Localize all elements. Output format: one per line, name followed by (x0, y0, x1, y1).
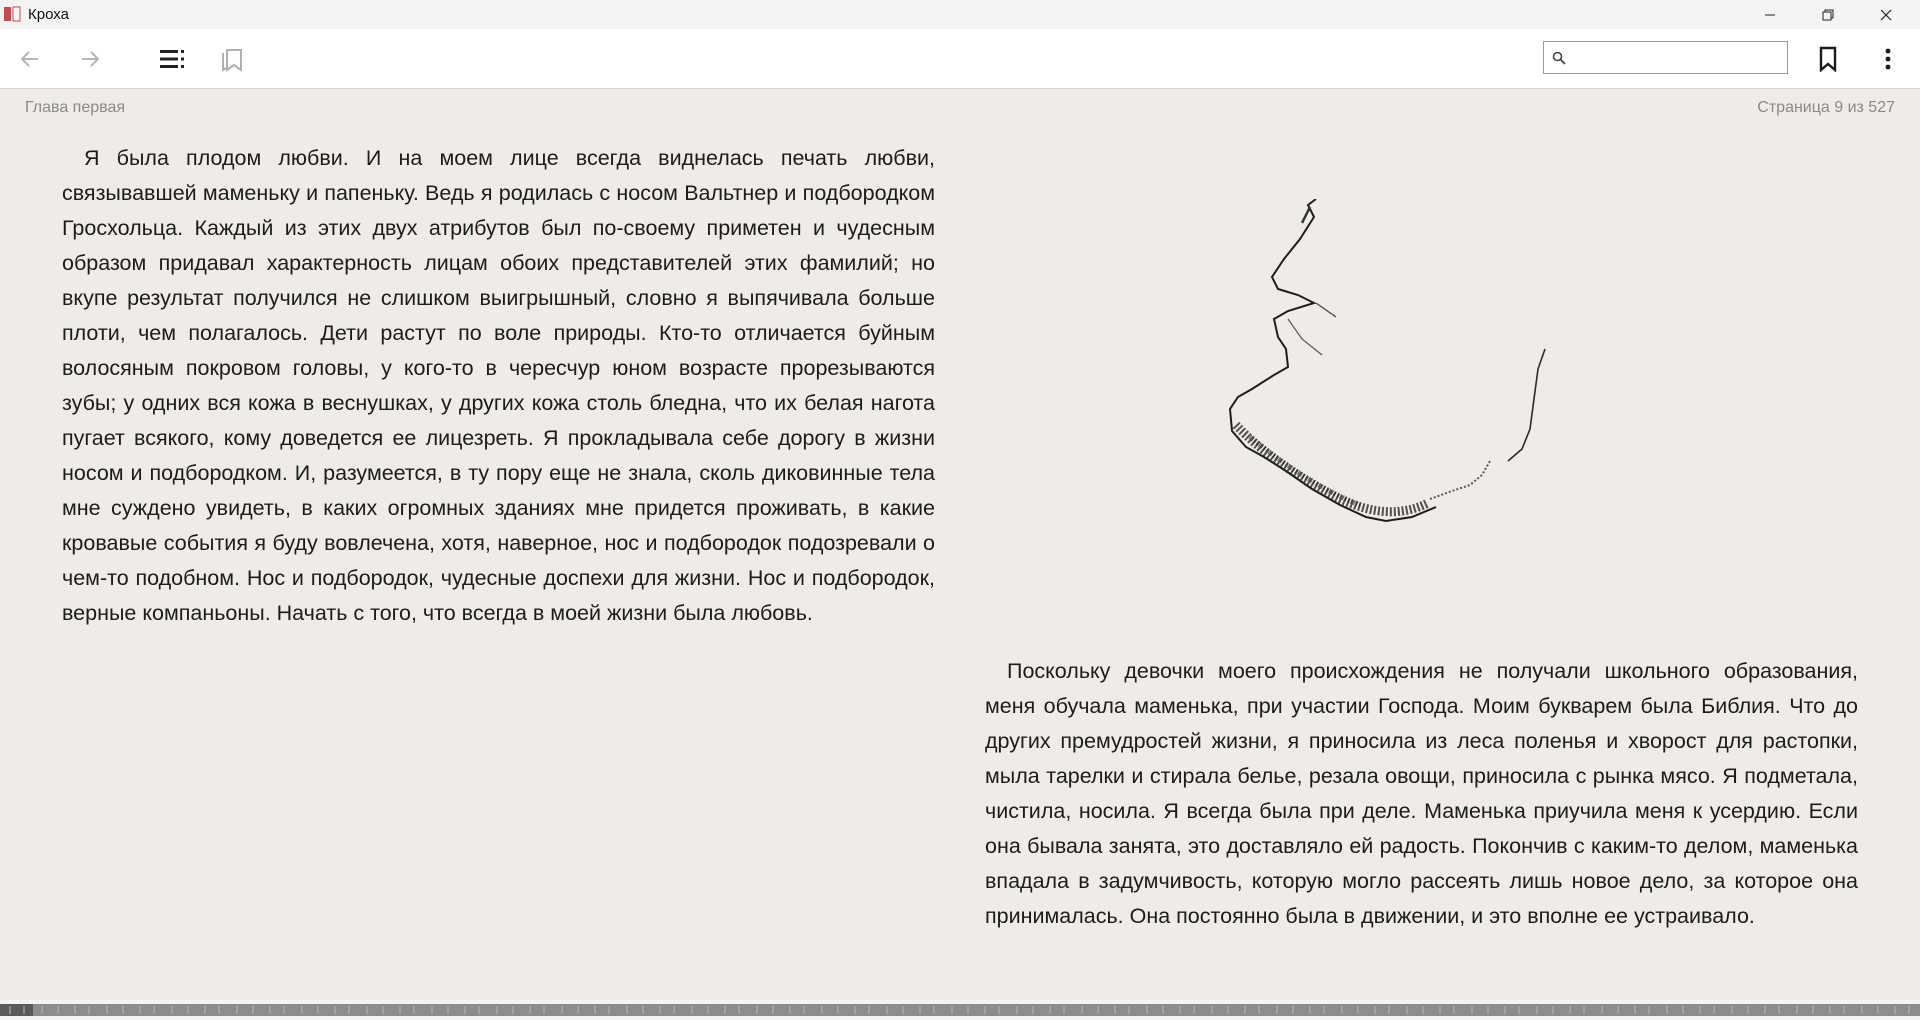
reading-area[interactable] (0, 89, 1920, 1000)
back-button[interactable] (10, 39, 50, 79)
bookmarks-list-icon (219, 46, 245, 72)
search-box[interactable] (1543, 41, 1788, 74)
bookmark-icon (1816, 46, 1840, 72)
face-profile-illustration (1190, 199, 1640, 584)
restore-icon (1822, 9, 1834, 21)
app-book-icon (3, 6, 21, 22)
window-title: Кроха (28, 6, 69, 23)
arrow-right-icon (78, 47, 102, 71)
chapter-ticks (0, 1000, 1920, 1020)
paragraph: Я была плодом любви. И на моем лице всегда виднелась печать любви, связывавшей маменьку и папеньку. Ведь я родилась с носом Вальтнер и подбородком Гросхольца. Каждый из этих двух атрибутов был по-своему приметен и чудесным образом придавал характерность лицам обоих представителей этих фамилий; но вкупе результат получился не слишком выигрышный, словно я выпячивала больше плоти, чем полагалось. Дети растут по воле природы. Кто-то отличается буйным волосяным покровом головы, у кого-то в чересчур юном возрасте прорезываются зубы; у одних вся кожа в веснушках, у других кожа столь бледна, что их белая нагота пугает всякого, кому доведется ее лицезреть. Я прокладывала себе дорогу в жизни носом и подбородком. И, разумеется, в ту пору еще не знала, сколь диковинные тела мне суждено увидеть, в каких огромных зданиях мне придется проживать, в какие кровавые события я буду вовлечена, хотя, наверное, нос и подбородок подозревали о чем-то подобном. Нос и подбородок, чудесные доспехи для жизни. Нос и подбородок, верные компаньоны. Начать с того, что всегда в моей жизни была любовь. (62, 146, 935, 625)
more-vertical-icon (1884, 47, 1892, 71)
close-icon (1880, 9, 1892, 21)
reading-progress-bar[interactable] (0, 1000, 1920, 1020)
left-column (62, 141, 935, 631)
more-menu-button[interactable] (1868, 39, 1908, 79)
minimize-button[interactable] (1742, 0, 1798, 29)
bookmarks-list-button[interactable] (212, 39, 252, 79)
restore-button[interactable] (1800, 0, 1856, 29)
add-bookmark-button[interactable] (1808, 39, 1848, 79)
table-of-contents-button[interactable] (152, 39, 192, 79)
close-button[interactable] (1858, 0, 1914, 29)
search-input[interactable] (1570, 42, 1786, 75)
arrow-left-icon (18, 47, 42, 71)
table-of-contents-icon (159, 47, 185, 71)
paragraph: Поскольку девочки моего происхождения не получали школьного образования, меня обучала маменька, при участии Господа. Моим букварем была Библия. Что до других премудростей жизни, я приносила из леса поленья и хворост для растопки, мыла тарелки и стирала белье, резала овощи, приносила с рынка мясо. Я подметала, чистила, носила. Я всегда была при деле. Маменька приучила меня к усердию. Если она бывала занята, это доставляло ей радость. Покончив с каким-то делом, маменька впадала в задумчивость, которую могло рассеять лишь новое дело, за которое она принималась. Она постоянно была в движении, и это вполне ее устраивало. (985, 659, 1858, 928)
forward-button[interactable] (70, 39, 110, 79)
minimize-icon (1764, 9, 1776, 21)
search-icon (1552, 51, 1566, 65)
page-indicator: Страница 9 из 527 (1757, 99, 1895, 116)
right-column (985, 654, 1858, 934)
toolbar (0, 29, 1920, 89)
title-bar (0, 0, 1920, 29)
chapter-title: Глава первая (25, 99, 126, 116)
